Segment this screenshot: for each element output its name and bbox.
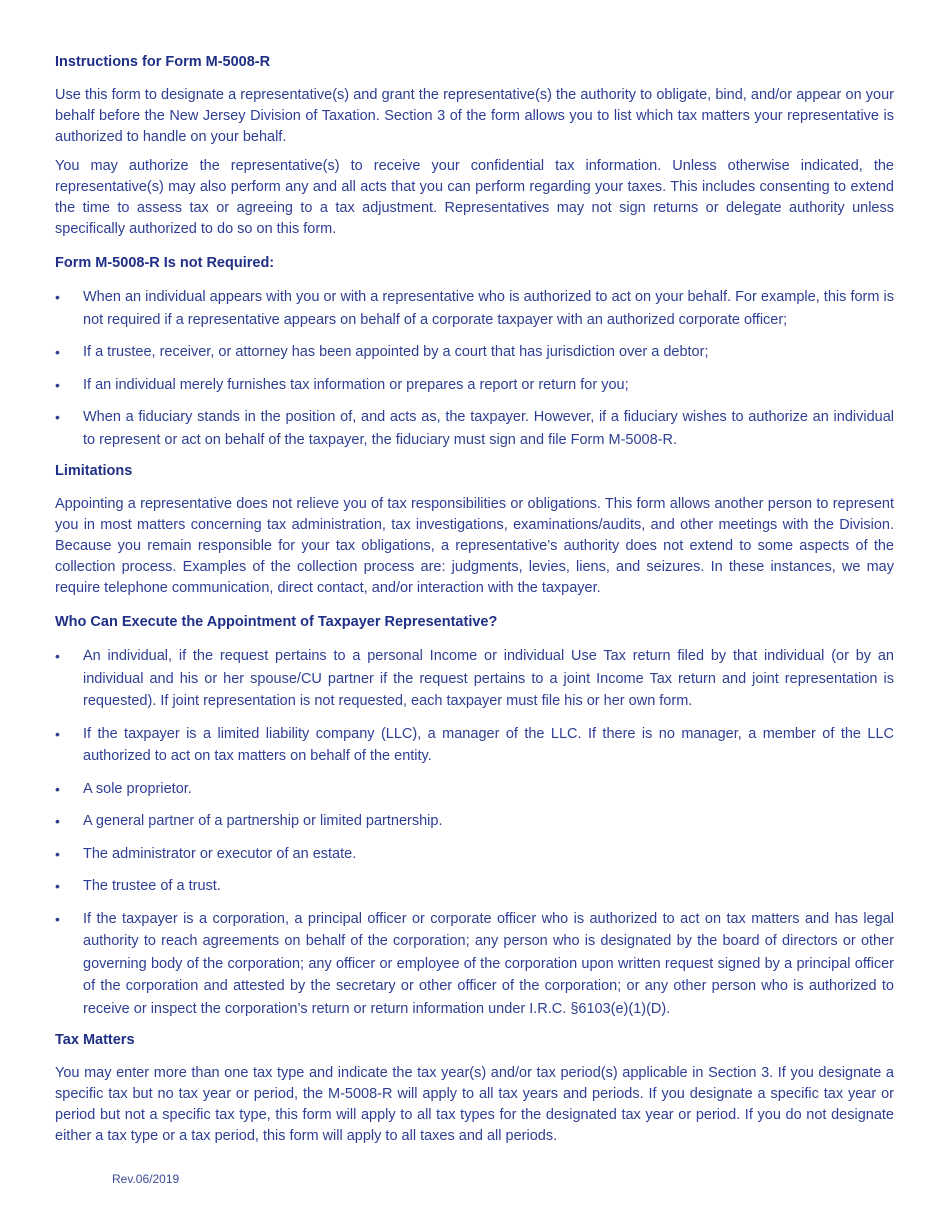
list-item-text: An individual, if the request pertains to a personal Income or individual Use Tax return filed by that individual (or by an individual and his or her spouse/CU partner if the request pertains to a joint Income Tax return and joint representation is requested). If joint representation is not requested, each taxpayer must file his or her own form. xyxy=(83,648,894,709)
who-can-execute-heading: Who Can Execute the Appointment of Taxpayer Representative? xyxy=(55,614,498,630)
list-item xyxy=(55,810,894,833)
bullet-icon: • xyxy=(55,344,60,360)
list-item xyxy=(55,723,894,768)
list-item-text: If an individual merely furnishes tax information or prepares a report or return for you; xyxy=(83,376,629,393)
list-item-text: When a fiduciary stands in the position of, and acts as, the taxpayer. However, if a fiduciary wishes to authorize an individual to represent or act on behalf of the taxpayer, the fiduciary must sign and file Form M-5008-R. xyxy=(83,409,894,448)
list-item xyxy=(55,875,894,898)
bullet-icon: • xyxy=(55,725,60,742)
bullet-icon: • xyxy=(55,845,60,862)
bullet-icon: • xyxy=(55,648,60,664)
list-item-text: The administrator or executor of an estate. xyxy=(83,845,357,862)
list-item-text: A sole proprietor. xyxy=(83,780,192,797)
not-required-heading: Form M-5008-R Is not Required: xyxy=(55,255,275,271)
who-can-execute-list xyxy=(55,645,894,1020)
intro-paragraph-2: You may authorize the representative(s) to receive your confidential tax information. Unless otherwise indicated, the representative(s) may also perform any and all acts that you can perform regarding your taxes. This includes consenting to extend the time to assess tax or agreeing to a tax adjustment. Representatives may not sign returns or delegate authority unless specifically authorized to do so on this form. xyxy=(55,158,894,237)
list-item-text: If the taxpayer is a limited liability company (LLC), a manager of the LLC. If there is no manager, a member of the LLC authorized to act on tax matters on behalf of the entity. xyxy=(83,725,894,764)
tax-matters-heading: Tax Matters xyxy=(55,1032,135,1048)
list-item xyxy=(55,374,894,397)
page-title: Instructions for Form M-5008-R xyxy=(55,54,271,70)
bullet-icon: • xyxy=(55,813,60,829)
list-item xyxy=(55,645,894,713)
bullet-icon: • xyxy=(55,780,60,797)
list-item xyxy=(55,843,894,866)
intro-paragraph-1: Use this form to designate a representative(s) and grant the representative(s) the authority to obligate, bind, and/or appear on your behalf before the New Jersey Division of Taxation. Section 3 of the form allows you to list which tax matters your representative is authorized to handle on your behalf. xyxy=(55,87,894,145)
list-item xyxy=(55,286,894,331)
bullet-icon: • xyxy=(55,878,60,894)
instructions-content xyxy=(55,52,894,1155)
list-item-text: A general partner of a partnership or limited partnership. xyxy=(83,813,443,829)
bullet-icon: • xyxy=(55,910,60,927)
list-item-text: The trustee of a trust. xyxy=(83,878,221,894)
bullet-icon: • xyxy=(55,376,60,393)
list-item-text: When an individual appears with you or with a representative who is authorized to act on your behalf. For example, this form is not required if a representative appears on behalf of a corporate taxpayer with an authorized corporate officer; xyxy=(83,289,894,328)
list-item xyxy=(55,406,894,451)
revision-footer: Rev.06/2019 xyxy=(112,1172,180,1186)
limitations-paragraph: Appointing a representative does not relieve you of tax responsibilities or obligations. This form allows another person to represent you in most matters concerning tax administration, tax investigations, examinations/audits, and other meetings with the Division. Because you remain responsible for your tax obligations, a representative’s authority does not extend to some aspects of the collection process. Examples of the collection process are: judgments, levies, liens, and seizures. In these instances, we may require telephone communication, direct contact, and/or interaction with the taxpayer. xyxy=(55,496,894,596)
bullet-icon: • xyxy=(55,409,60,425)
limitations-heading: Limitations xyxy=(55,463,133,479)
not-required-list xyxy=(55,286,894,451)
list-item-text: If the taxpayer is a corporation, a principal officer or corporate officer who is authorized to act on tax matters and has legal authority to reach agreements on behalf of the corporation; any person who is designated by the board of directors or other governing body of the corporation; any officer or employee of the corporation upon written request signed by a principal officer of the corporation and attested by the secretary or other officer of the corporation; or any other person who is authorized to receive or inspect the corporation’s return or return information under I.R.C. §6103(e)(1)(D). xyxy=(83,910,894,1017)
list-item xyxy=(55,778,894,801)
list-item xyxy=(55,908,894,1021)
bullet-icon: • xyxy=(55,289,60,305)
list-item-text: If a trustee, receiver, or attorney has been appointed by a court that has jurisdiction over a debtor; xyxy=(83,344,709,360)
tax-matters-paragraph: You may enter more than one tax type and indicate the tax year(s) and/or tax period(s) applicable in Section 3. If you designate a specific tax but no tax year or period, the M-5008-R will apply to all tax years and periods. If you designate a specific tax year or period but not a specific tax type, this form will apply to all tax types for the designated tax year or period. If you do not designate either a tax type or a tax period, this form will apply to all taxes and all periods. xyxy=(55,1065,894,1144)
list-item xyxy=(55,341,894,364)
